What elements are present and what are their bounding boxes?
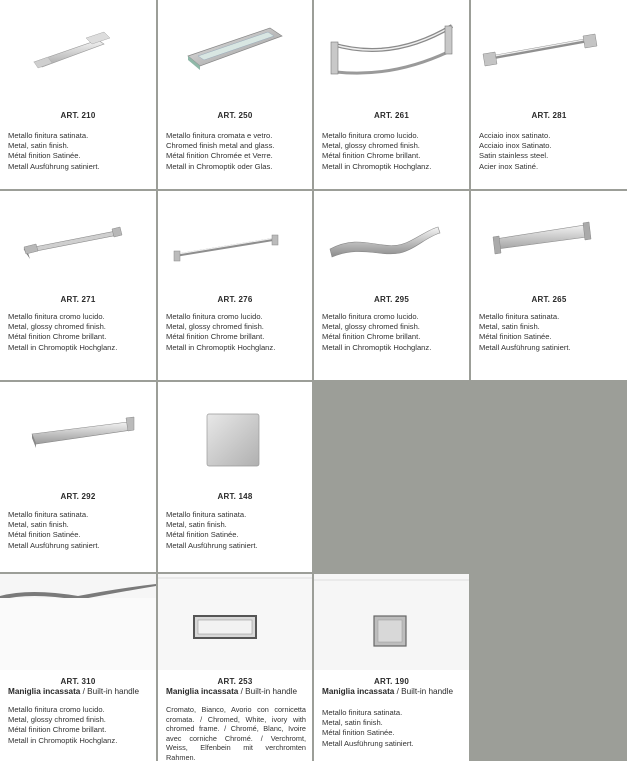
article-number: ART. 271	[60, 295, 96, 304]
product-card-276[interactable]	[158, 191, 312, 380]
product-subtitle: Maniglia incassata / Built-in handle	[166, 687, 298, 696]
product-subtitle: Maniglia incassata / Built-in handle	[322, 687, 454, 696]
product-image	[0, 0, 156, 108]
product-image	[314, 0, 469, 108]
article-number: ART. 295	[374, 295, 409, 304]
product-description: Metallo finitura cromo lucido. Metal, glossy chromed finish. Métal finition Chrome brillant. Metall in Chromoptik Hochglanz.	[8, 312, 118, 352]
product-description: Cromato, Bianco, Avorio con cornicetta cromata. / Chromed, White, ivory with chromed frame. / Chromé, Blanc, Ivoire avec corniche Chromé. / Verchromt, Weiss, Elfenbein mit verchromten Rahmen.	[166, 705, 306, 761]
product-card-190[interactable]	[314, 574, 469, 761]
article-number: ART. 253	[217, 677, 253, 686]
product-image	[0, 191, 156, 291]
product-card-148[interactable]	[158, 382, 312, 572]
product-description: Metallo finitura cromata e vetro. Chromed finish metal and glass. Métal finition Chromée et Verre. Metall in Chromoptik oder Glas.	[166, 131, 275, 171]
product-image	[158, 0, 312, 108]
product-image	[471, 0, 627, 108]
product-card-210[interactable]	[0, 0, 156, 189]
product-card-281[interactable]	[471, 0, 627, 189]
article-number: ART. 250	[217, 111, 253, 120]
product-card-310[interactable]	[0, 574, 156, 761]
article-number: ART. 310	[60, 677, 96, 686]
product-image	[0, 382, 156, 490]
product-image	[314, 191, 469, 291]
product-image	[471, 191, 627, 291]
article-number: ART. 292	[60, 492, 96, 501]
product-image	[314, 574, 469, 670]
article-number: ART. 190	[374, 677, 409, 686]
product-description: Acciaio inox satinato. Acciaio inox Satinato. Satin stainless steel. Acier inox Satiné.	[479, 131, 552, 171]
product-card-265[interactable]	[471, 191, 627, 380]
article-number: ART. 148	[217, 492, 253, 501]
product-description: Metallo finitura cromo lucido. Metal, glossy chromed finish. Métal finition Chrome brillant. Metall in Chromoptik Hochglanz.	[8, 705, 118, 745]
product-subtitle: Maniglia incassata / Built-in handle	[8, 687, 140, 696]
product-card-271[interactable]	[0, 191, 156, 380]
article-number: ART. 261	[374, 111, 409, 120]
product-card-295[interactable]	[314, 191, 469, 380]
article-number: ART. 276	[217, 295, 253, 304]
product-image	[158, 574, 312, 670]
product-image	[0, 574, 156, 670]
product-description: Metallo finitura satinata. Metal, satin finish. Métal finition Satinée. Metall Ausführung satiniert.	[166, 510, 258, 550]
article-number: ART. 265	[531, 295, 567, 304]
product-image	[158, 191, 312, 291]
product-card-253[interactable]	[158, 574, 312, 761]
product-description: Metallo finitura satinata. Metal, satin finish. Métal finition Satinée. Metall Ausführung satiniert.	[479, 312, 571, 352]
product-description: Metallo finitura satinata. Metal, satin finish. Métal finition Satinée. Metall Ausführung satiniert.	[322, 708, 414, 748]
product-description: Metallo finitura cromo lucido. Metal, glossy chromed finish. Métal finition Chrome brillant. Metall in Chromoptik Hochglanz.	[322, 312, 432, 352]
article-number: ART. 281	[531, 111, 567, 120]
product-card-261[interactable]	[314, 0, 469, 189]
article-number: ART. 210	[60, 111, 96, 120]
product-card-250[interactable]	[158, 0, 312, 189]
product-description: Metallo finitura satinata. Metal, satin finish. Métal finition Satinée. Metall Ausführung satiniert.	[8, 131, 100, 171]
product-card-292[interactable]	[0, 382, 156, 572]
product-description: Metallo finitura cromo lucido. Metal, glossy chromed finish. Métal finition Chrome brillant. Metall in Chromoptik Hochglanz.	[322, 131, 432, 171]
product-description: Metallo finitura cromo lucido. Metal, glossy chromed finish. Métal finition Chrome brillant. Metall in Chromoptik Hochglanz.	[166, 312, 276, 352]
product-image	[158, 382, 312, 490]
product-description: Metallo finitura satinata. Metal, satin finish. Métal finition Satinée. Metall Ausführung satiniert.	[8, 510, 100, 550]
